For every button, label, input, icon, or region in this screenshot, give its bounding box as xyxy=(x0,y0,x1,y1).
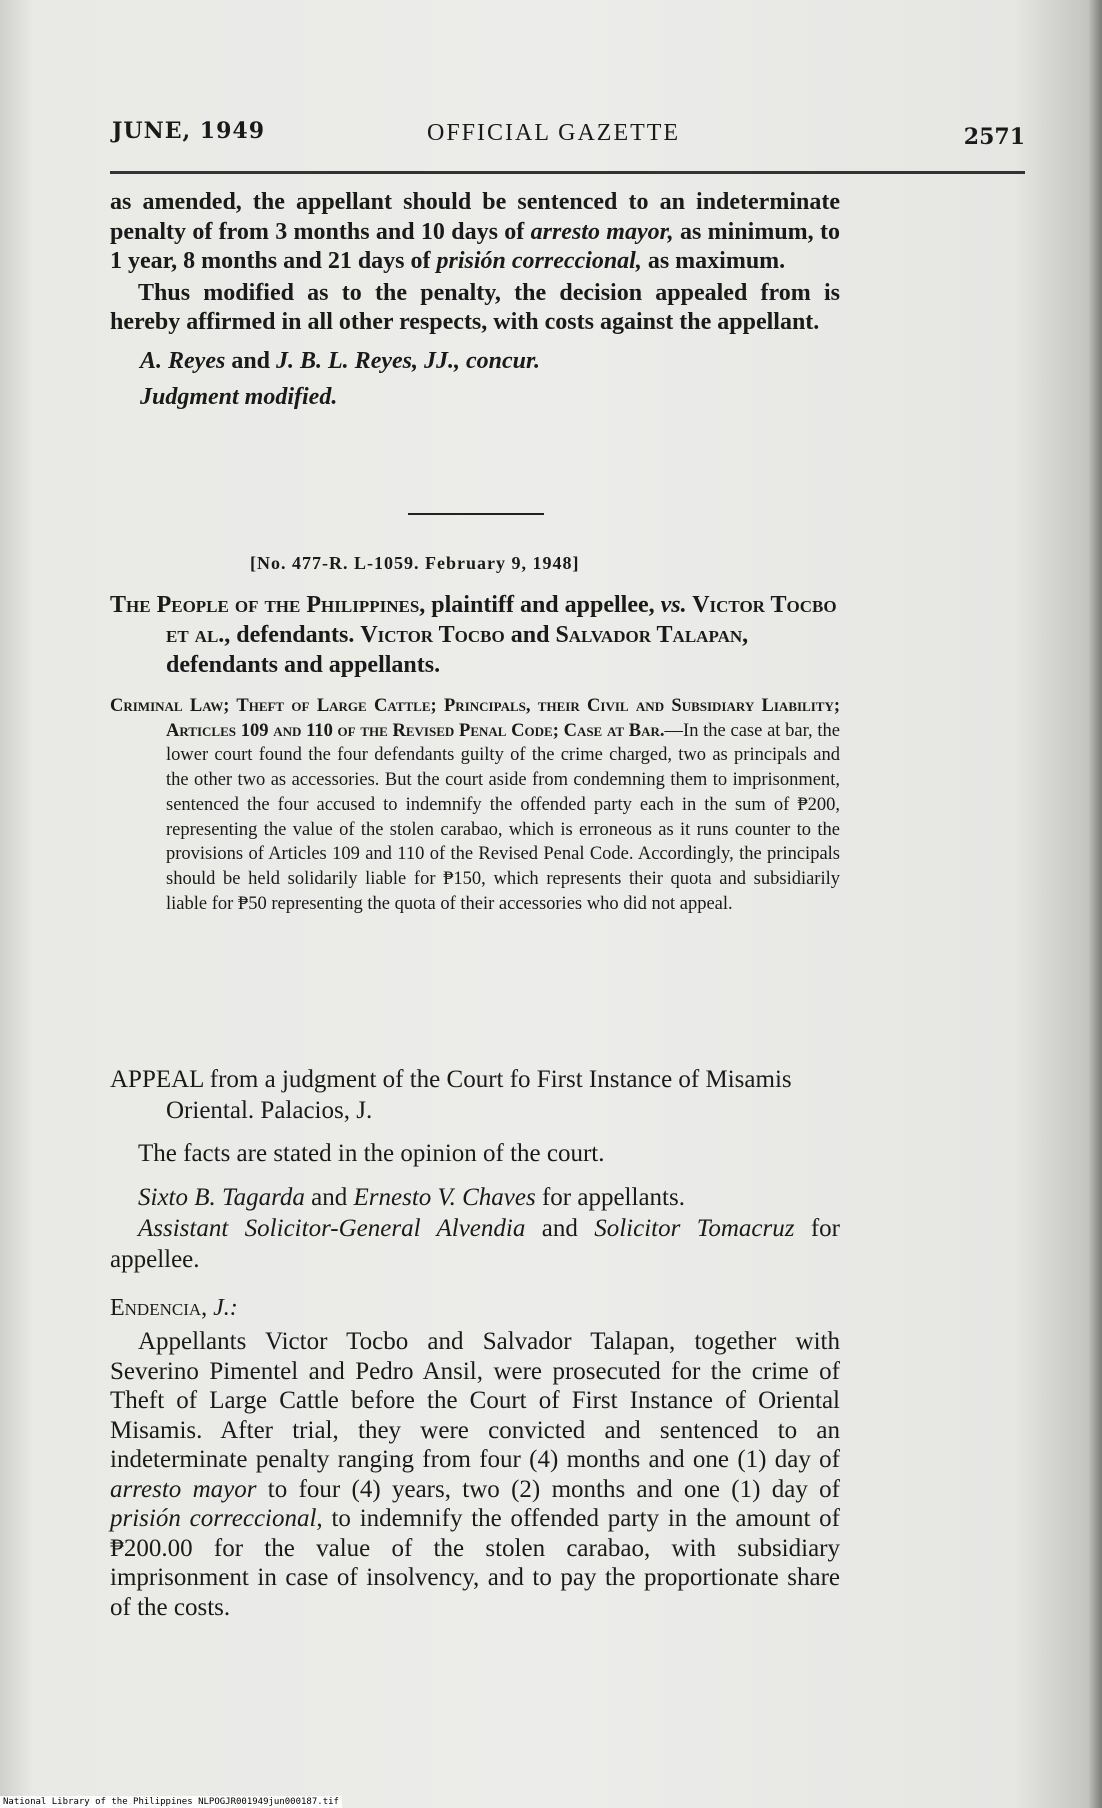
appeal-line xyxy=(110,1064,840,1126)
scan-edge-shadow xyxy=(1088,0,1102,1808)
opinion-author xyxy=(110,1295,840,1322)
opinion-body xyxy=(110,1327,840,1622)
counsel xyxy=(110,1182,840,1275)
author-line: Endencia, J.: xyxy=(110,1295,238,1321)
appeal-text: APPEAL from a judgment of the Court fo First Instance of Misamis Oriental. Palacios, J. xyxy=(110,1066,792,1124)
running-header xyxy=(112,118,1025,158)
section-divider xyxy=(408,513,544,515)
previous-opinion-end xyxy=(110,188,840,412)
counsel-appellants: Sixto B. Tagarda and Ernesto V. Chaves for appellants. xyxy=(138,1184,685,1211)
syllabus xyxy=(110,694,840,916)
docket-number: [No. 477-R. L-1059. February 9, 1948] xyxy=(250,553,580,573)
case-parties xyxy=(110,590,840,680)
facts-text: The facts are stated in the opinion of the court. xyxy=(138,1140,605,1167)
header-title: OFFICIAL GAZETTE xyxy=(427,120,681,146)
header-date: JUNE, 1949 xyxy=(112,118,266,144)
judgment-note: Judgment modified. xyxy=(140,383,338,410)
header-rule xyxy=(110,171,1025,174)
scan-footer: National Library of the Philippines NLPOGJR001949jun000187.tif xyxy=(0,1796,342,1808)
opinion-paragraph: Appellants Victor Tocbo and Salvador Talapan, together with Severino Pimentel and Pedro Ansil, were prosecuted for the crime of Theft of Large Cattle before the Court of First Instance of Oriental Misamis. After trial, they were convicted and sentenced to an indeterminate penalty ranging from four (4) months and one (1) day of arresto mayor to four (4) years, two (2) months and one (1) day of prisión correccional, to indemnify the offended party in the amount of ₱200.00 for the value of the stolen carabao, with subsidiary imprisonment in case of insolvency, and to pay the proportionate share of the costs. xyxy=(110,1328,840,1621)
case-title: The People of the Philippines, plaintiff and appellee, vs. Victor Tocbo et al., defendants. Victor Tocbo and Salvador Talapan, defendants and appellants. xyxy=(110,592,837,678)
paragraph: as amended, the appellant should be sentenced to an indeterminate penalty of from 3 months and 10 days of arresto mayor, as minimum, to 1 year, 8 months and 21 days of prisión correccional, as maximum. xyxy=(110,189,840,274)
concurrence: A. Reyes and J. B. L. Reyes, JJ., concur. xyxy=(140,347,541,374)
syllabus-text: Criminal Law; Theft of Large Cattle; Principals, their Civil and Subsidiary Liability; Articles 109 and 110 of the Revised Penal Code; Case at Bar.—In the case at bar, the lower court found the four defendants guilty of the crime charged, two as principals and the other two as accessories. But the court aside from condemning them to imprisonment, sentenced the four accused to indemnify the offended party each in the sum of ₱200, representing the value of the stolen carabao, which is erroneous as it runs counter to the provisions of Articles 109 and 110 of the Revised Penal Code. Accordingly, the principals should be held solidarily liable for ₱150, which represents their quota and subsidiarily liable for ₱50 representing the quota of their accessories who did not appeal. xyxy=(110,696,841,914)
page-number: 2571 xyxy=(963,124,1025,150)
paragraph: Thus modified as to the penalty, the decision appealed from is hereby affirmed in all other respects, with costs against the appellant. xyxy=(110,279,840,335)
counsel-appellee: Assistant Solicitor-General Alvendia and Solicitor Tomacruz for appellee. xyxy=(110,1215,840,1273)
facts-line xyxy=(110,1138,840,1169)
